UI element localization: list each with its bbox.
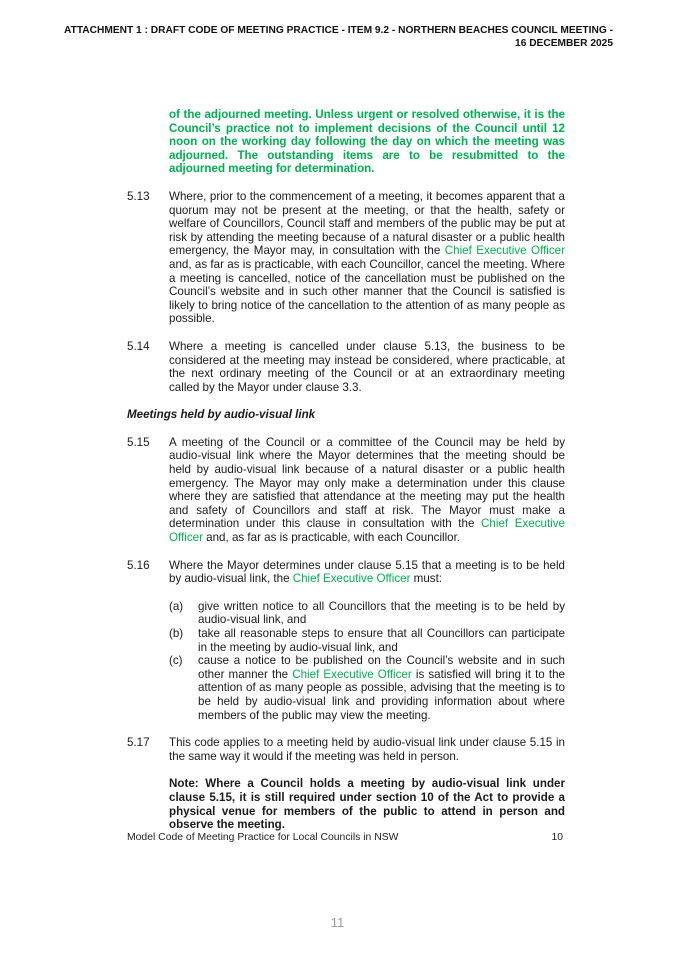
sub-item-text: give written notice to all Councillors that the meeting is to be held by audio-visual link, and	[198, 599, 565, 627]
clause-text	[169, 736, 565, 832]
clause-text	[169, 559, 565, 723]
clause-number: 5.17	[127, 736, 150, 750]
clause-5-16	[127, 559, 565, 723]
sub-item	[169, 600, 565, 627]
note-paragraph: Note: Where a Council holds a meeting by audio-visual link under clause 5.15, it is still required under section 10 of the Act to provide a physical venue for members of the public to attend in person and observe the meeting.	[169, 777, 565, 832]
document-body	[127, 108, 565, 832]
ceo-highlight: Chief Executive Officer	[169, 517, 565, 545]
clause-text-part: A meeting of the Council or a committee of the Council may be held by audio-visual link where the Mayor determines that the meeting should be held by audio-visual link because of a natural disaster or a public health emergency. The Mayor may only make a determination under this clause where they are satisfied that attendance at the meeting may put the health and safety of Councillors and staff at risk. The Mayor must make a determination under this clause in consultation with the	[169, 435, 565, 531]
clause-number: 5.16	[127, 558, 150, 572]
sub-item	[169, 654, 565, 722]
pdf-page-number: 11	[330, 915, 345, 930]
sub-item-label: (c)	[169, 654, 183, 668]
clause-text-part: Where the Mayor determines under clause 5.15 that a meeting is to be held by audio-visual link, the	[169, 558, 565, 586]
clause-5-14	[127, 340, 565, 394]
clause-number: 5.14	[127, 339, 150, 353]
sub-item-label: (a)	[169, 599, 184, 613]
clause-text-part: is satisfied will bring it to the attention of as many people as possible, advising that the meeting is to be held by audio-visual link and providing information about where members of the public may view the meeting.	[198, 667, 565, 722]
sub-item	[169, 627, 565, 654]
clause-number: 5.15	[127, 435, 150, 449]
clause-number: 5.13	[127, 189, 150, 203]
continuation-paragraph: of the adjourned meeting. Unless urgent or resolved otherwise, it is the Council’s practice not to implement decisions of the Council until 12 noon on the working day following the day on which the meeting was adjourned. The outstanding items are to be resubmitted to the adjourned meeting for determination.	[169, 108, 565, 176]
header-line-1: ATTACHMENT 1 : DRAFT CODE OF MEETING PRACTICE - ITEM 9.2 - NORTHERN BEACHES COUNCIL MEETING -	[64, 25, 613, 36]
clause-text	[169, 436, 565, 545]
sub-item-text: take all reasonable steps to ensure that all Councillors can participate in the meeting by audio-visual link, and	[198, 627, 565, 654]
sub-item-list	[169, 600, 565, 722]
clause-text-part: and, as far as is practicable, with each Councillor.	[202, 531, 461, 545]
page-footer	[127, 832, 563, 843]
footer-page-number: 10	[551, 832, 563, 843]
clause-text	[169, 190, 565, 326]
ceo-highlight: Chief Executive Officer	[292, 667, 412, 681]
header-line-2: 16 DECEMBER 2025	[515, 38, 613, 49]
attachment-header	[13, 24, 613, 50]
ceo-highlight: Chief Executive Officer	[444, 244, 565, 258]
sub-item-label: (b)	[169, 627, 184, 640]
clause-text-part: must:	[410, 572, 443, 586]
clause-text-part: This code applies to a meeting held by audio-visual link under clause 5.15 in the same way it would if the meeting was held in person.	[169, 736, 565, 763]
clause-5-15	[127, 436, 565, 545]
section-heading: Meetings held by audio-visual link	[127, 408, 316, 422]
sub-item-text	[198, 654, 565, 722]
clause-5-17	[127, 736, 565, 832]
ceo-highlight: Chief Executive Officer	[292, 572, 411, 586]
clause-text-part: cause a notice to be published on the Council’s website and in such other manner the	[198, 654, 565, 681]
clause-5-13	[127, 190, 565, 326]
footer-title: Model Code of Meeting Practice for Local Councils in NSW	[127, 832, 399, 843]
clause-text: Where a meeting is cancelled under clause 5.13, the business to be considered at the meeting may instead be considered, where practicable, at the next ordinary meeting of the Council or at an extraordinary meeting called by the Mayor under clause 3.3.	[169, 339, 565, 394]
clause-text-part: and, as far as is practicable, with each Councillor, cancel the meeting. Where a meeting is cancelled, notice of the cancellation must be published on the Council’s website and in such other manner that the Council is satisfied is likely to bring notice of the cancellation to the attention of as many people as possible.	[169, 257, 565, 326]
clause-text-part: Where, prior to the commencement of a meeting, it becomes apparent that a quorum may not be present at the meeting, or that the health, safety or welfare of Councillors, Council staff and members of the public may be put at risk by attending the meeting because of a natural disaster or a public health emergency, the Mayor may, in consultation with the	[169, 189, 565, 258]
